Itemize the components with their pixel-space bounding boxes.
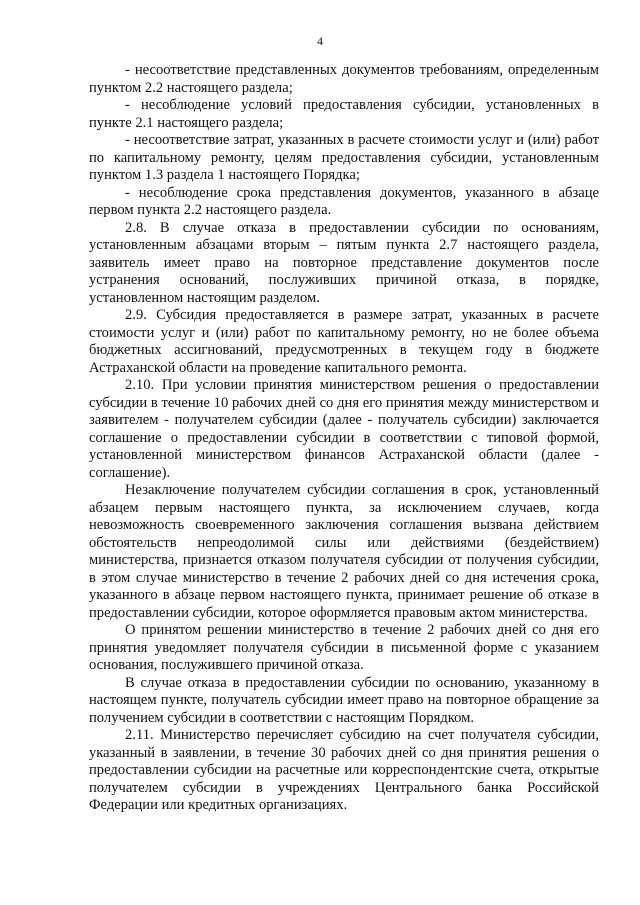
paragraph-refusal-reason-2: - несоблюдение условий предоставления субсидии, установленных в пункте 2.1 настоящего раздела; bbox=[89, 97, 599, 131]
page-number: 4 bbox=[317, 34, 323, 48]
paragraph-refusal-reason-1: - несоответствие представленных документов требованиям, определенным пунктом 2.2 настоящего раздела; bbox=[89, 62, 599, 96]
document-body bbox=[89, 62, 599, 815]
paragraph-2-8: 2.8. В случае отказа в предоставлении субсидии по основаниям, установленным абзацами вторым – пятым пункта 2.7 настоящего раздела, заявитель имеет право на повторное представление документов после устранения оснований, послуживших причиной отказа, в порядке, установленном настоящим разделом. bbox=[89, 219, 599, 306]
paragraph-2-9: 2.9. Субсидия предоставляется в размере затрат, указанных в расчете стоимости услуг и (или) работ по капитальному ремонту, но не более объема бюджетных ассигнований, предусмотренных в текущем году в бюджете Астраханской области на проведение капитального ремонта. bbox=[89, 307, 599, 376]
paragraph-2-10-notification: О принятом решении министерство в течение 2 рабочих дней со дня его принятия уведомляет получателя субсидии в письменной форме с указанием основания, послужившего причиной отказа. bbox=[89, 622, 599, 673]
paragraph-2-10-non-conclusion: Незаключение получателем субсидии соглашения в срок, установленный абзацем первым настоящего пункта, за исключением случаев, когда невозможность своевременного заключения соглашения вызвана действием обстоятельств непреодолимой силы или действиями (бездействием) министерства, признается отказом получателя субсидии от получения субсидии, в этом случае министерство в течение 2 рабочих дней со дня истечения срока, указанного в абзаце первом настоящего пункта, принимает решение об отказе в предоставлении субсидии, которое оформляется правовым актом министерства. bbox=[89, 482, 599, 621]
paragraph-2-10-reapplication: В случае отказа в предоставлении субсидии по основанию, указанному в настоящем пункте, получатель субсидии имеет право на повторное обращение за получением субсидии в соответствии с настоящим Порядком. bbox=[89, 674, 599, 726]
paragraph-refusal-reason-4: - несоблюдение срока представления документов, указанного в абзаце первом пункта 2.2 настоящего раздела. bbox=[89, 184, 599, 218]
paragraph-refusal-reason-3: - несоответствие затрат, указанных в расчете стоимости услуг и (или) работ по капитальному ремонту, целям предоставления субсидии, установленным пунктом 1.3 раздела 1 настоящего Порядка; bbox=[89, 132, 599, 183]
paragraph-2-10: 2.10. При условии принятия министерством решения о предоставлении субсидии в течение 10 рабочих дней со дня его принятия между министерством и заявителем - получателем субсидии (далее - получатель субсидии) заключается соглашение о предоставлении субсидии в соответствии с типовой формой, установленной министерством финансов Астраханской области (далее - соглашение). bbox=[89, 377, 599, 481]
paragraph-2-11: 2.11. Министерство перечисляет субсидию на счет получателя субсидии, указанный в заявлении, в течение 30 рабочих дней со дня принятия решения о предоставлении субсидии на расчетные или корреспондентские счета, открытые получателем субсидии в учреждениях Центрального банка Российской Федерации или кредитных организациях. bbox=[89, 727, 599, 813]
